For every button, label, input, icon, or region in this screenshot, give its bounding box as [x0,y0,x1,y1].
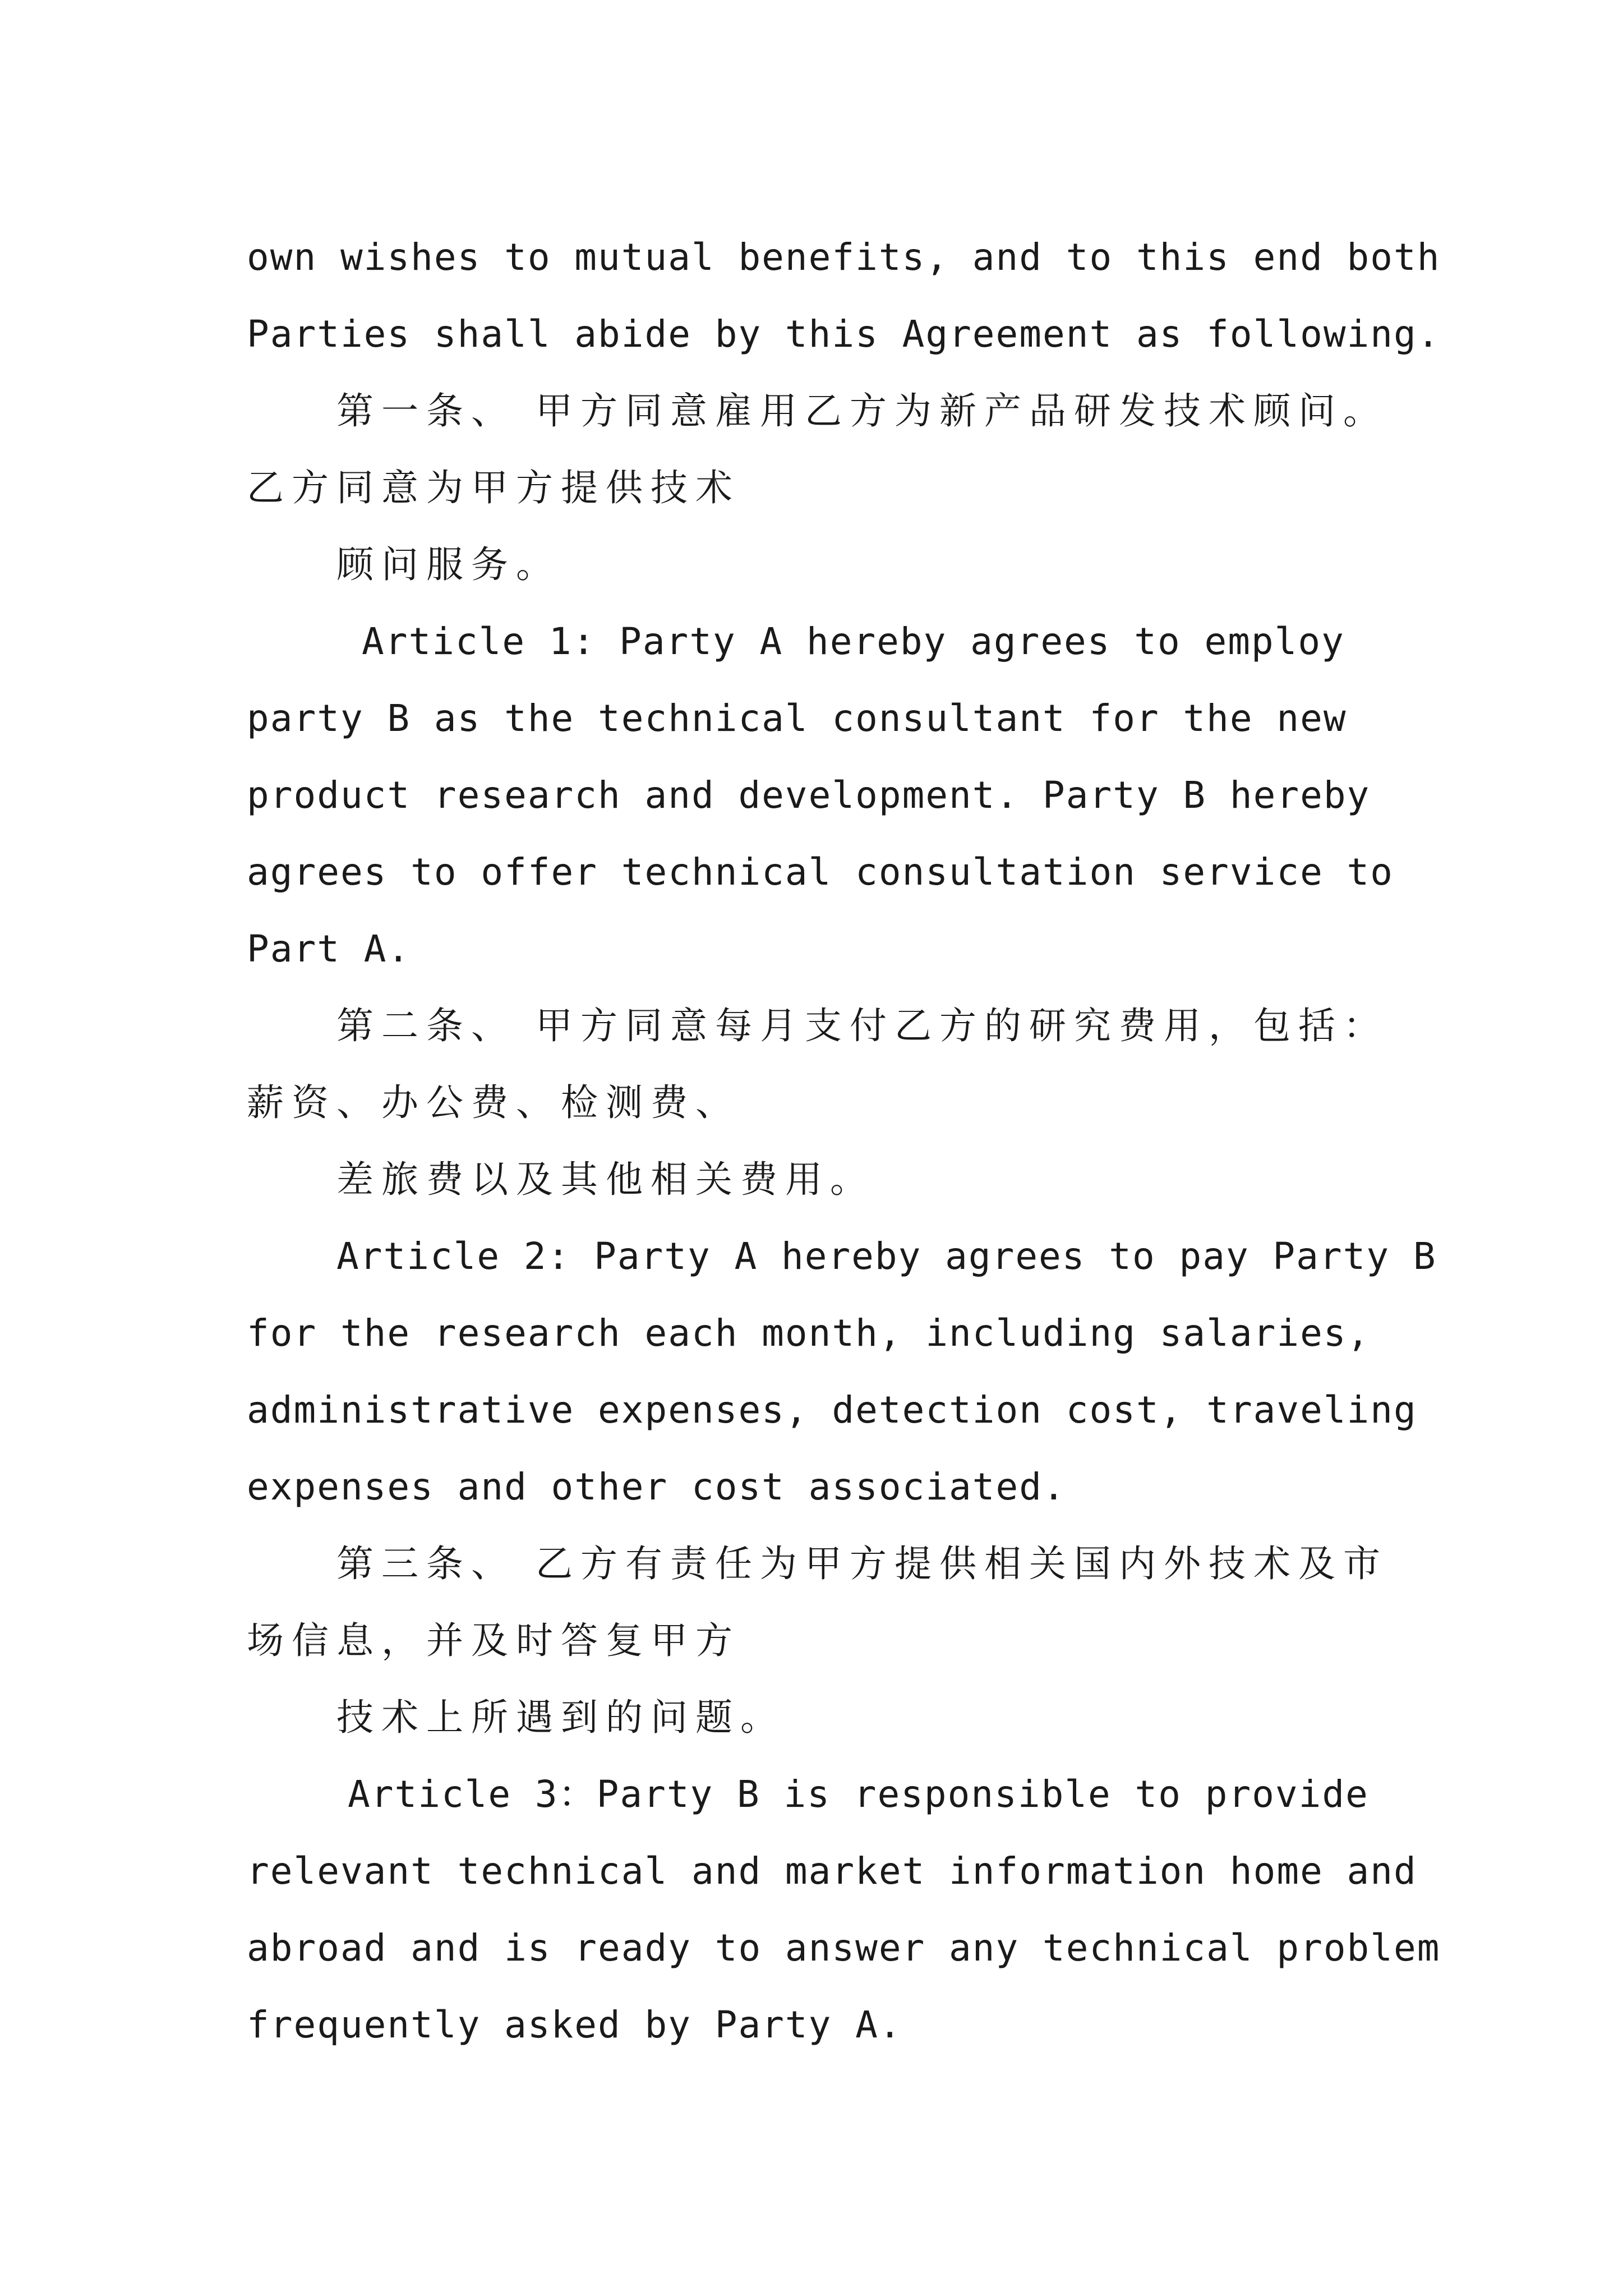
paragraph-line: 薪资、办公费、检测费、 [247,1081,740,1124]
paragraph-line: for the research each month, including salaries, [247,1312,1371,1355]
article-1-en-heading: Article 1: Party A hereby agrees to employ [362,620,1345,663]
article-3-en-heading: Article 3：Party B is responsible to provide [348,1773,1369,1816]
article-2-cn-heading: 第二条、 甲方同意每月支付乙方的研究费用，包括： [336,1004,1388,1047]
paragraph-line: relevant technical and market information home and [247,1849,1417,1893]
paragraph-line: 顾问服务。 [336,543,561,586]
paragraph-line: frequently asked by Party A. [247,2003,902,2046]
article-1-cn-heading: 第一条、 甲方同意雇用乙方为新产品研发技术顾问。 [336,389,1388,432]
article-2-en-heading: Article 2: Party A hereby agrees to pay Party B [336,1235,1437,1278]
paragraph-line: administrative expenses, detection cost, traveling [247,1388,1417,1432]
paragraph-line: agrees to offer technical consultation service to [247,850,1394,894]
paragraph-line: 乙方同意为甲方提供技术 [247,466,740,509]
paragraph-line: Part A. [247,927,411,970]
article-3-cn-heading: 第三条、 乙方有责任为甲方提供相关国内外技术及市 [336,1542,1388,1585]
paragraph-line: 差旅费以及其他相关费用。 [336,1158,875,1201]
paragraph-line: own wishes to mutual benefits, and to this end both [247,236,1441,279]
agreement-body [247,219,1441,2063]
paragraph-line: expenses and other cost associated. [247,1465,1066,1508]
paragraph-line: 场信息，并及时答复甲方 [247,1619,740,1662]
paragraph-line: Parties shall abide by this Agreement as following. [247,312,1441,356]
paragraph-line: abroad and is ready to answer any technical problem [247,1926,1441,1970]
paragraph-line: product research and development. Party B hereby [247,774,1371,817]
paragraph-line: 技术上所遇到的问题。 [336,1696,785,1739]
paragraph-line: party B as the technical consultant for the new [247,697,1347,740]
